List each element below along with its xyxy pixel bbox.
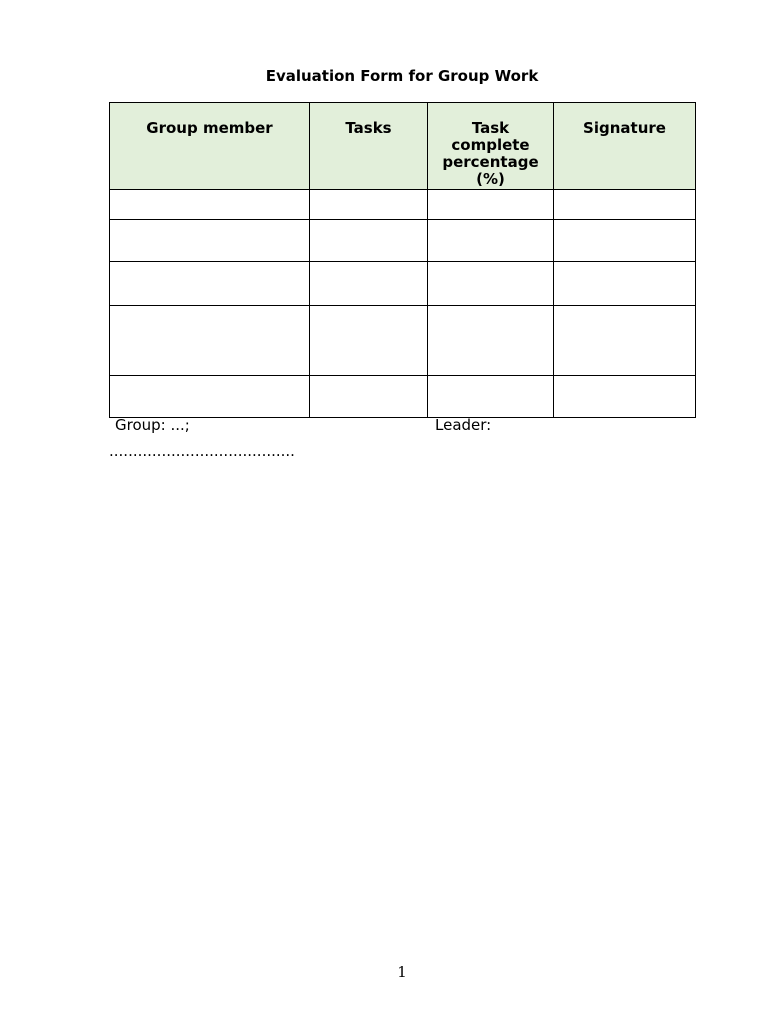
- cell-tasks[interactable]: [310, 190, 428, 220]
- cell-task-complete-percentage[interactable]: [428, 190, 554, 220]
- header-group-member: Group member: [110, 103, 310, 190]
- cell-task-complete-percentage[interactable]: [428, 262, 554, 306]
- cell-group-member[interactable]: [110, 190, 310, 220]
- cell-signature[interactable]: [554, 376, 696, 418]
- header-task-complete-line: percentage: [442, 153, 539, 171]
- cell-tasks[interactable]: [310, 262, 428, 306]
- group-label: Group: ...;: [115, 416, 190, 434]
- header-signature: Signature: [554, 103, 696, 190]
- cell-group-member[interactable]: [110, 220, 310, 262]
- table-header-row: [110, 103, 696, 190]
- document-title: Evaluation Form for Group Work: [265, 67, 539, 85]
- cell-task-complete-percentage[interactable]: [428, 376, 554, 418]
- table-row: [110, 376, 696, 418]
- cell-task-complete-percentage[interactable]: [428, 220, 554, 262]
- table-row: [110, 190, 696, 220]
- header-task-complete-percentage: [428, 103, 554, 190]
- cell-signature[interactable]: [554, 220, 696, 262]
- cell-signature[interactable]: [554, 262, 696, 306]
- header-tasks: Tasks: [310, 103, 428, 190]
- table-row: [110, 220, 696, 262]
- header-task-complete-line: (%): [476, 170, 505, 188]
- header-task-complete-line: complete: [451, 136, 530, 154]
- cell-group-member[interactable]: [110, 306, 310, 376]
- leader-fill-line: .......................................: [109, 442, 295, 460]
- table-row: [110, 306, 696, 376]
- cell-group-member[interactable]: [110, 376, 310, 418]
- evaluation-table: [109, 102, 696, 418]
- header-task-complete-line: Task: [471, 119, 510, 137]
- page-number: 1: [397, 963, 407, 981]
- cell-signature[interactable]: [554, 190, 696, 220]
- form-meta-line: [109, 416, 695, 436]
- cell-group-member[interactable]: [110, 262, 310, 306]
- cell-task-complete-percentage[interactable]: [428, 306, 554, 376]
- cell-tasks[interactable]: [310, 220, 428, 262]
- cell-tasks[interactable]: [310, 376, 428, 418]
- cell-tasks[interactable]: [310, 306, 428, 376]
- leader-label: Leader:: [435, 416, 492, 434]
- table-row: [110, 262, 696, 306]
- cell-signature[interactable]: [554, 306, 696, 376]
